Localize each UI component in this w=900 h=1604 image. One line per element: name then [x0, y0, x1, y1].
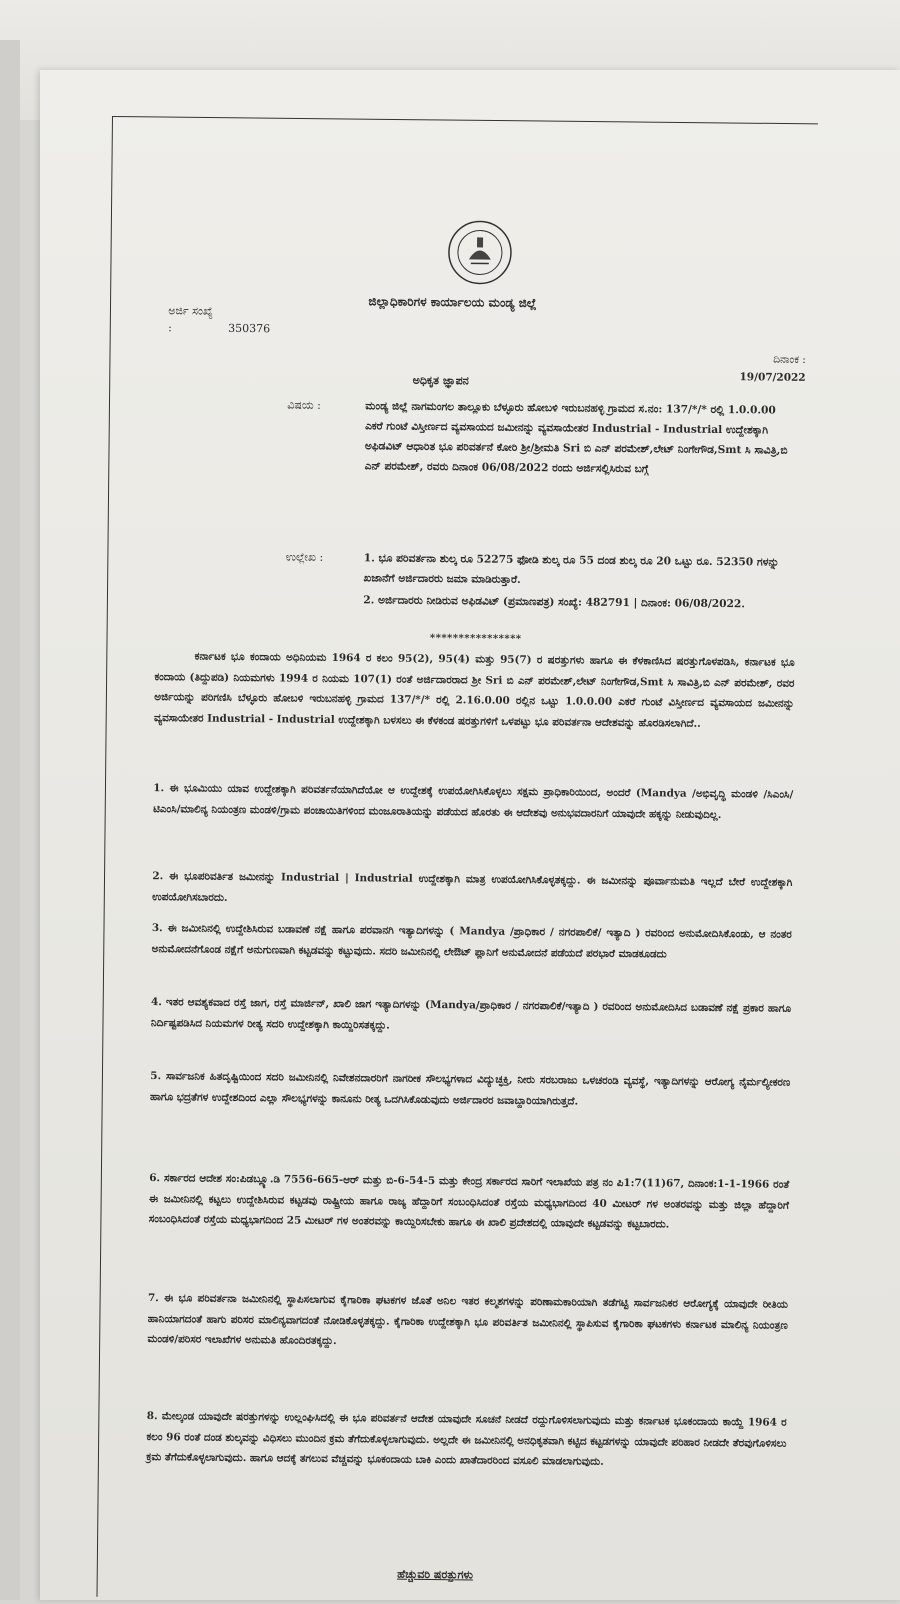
intro-paragraph: ಕರ್ನಾಟಕ ಭೂ ಕಂದಾಯ ಅಧಿನಿಯಮ 1964 ರ ಕಲಂ 95(2), 95(4) ಮತ್ತು 95(7) ರ ಷರತ್ತುಗಳು ಹಾಗೂ ಈ ಕೆಳಕಾಣಿಸಿದ ಷರತ್ತುಗೊಳಪಡಿಸಿ, ಕರ್ನಾಟಕ ಭೂ ಕಂದಾಯ (ತಿದ್ದುಪಡಿ) ನಿಯಮಗಳು 1994 ರ ನಿಯಮ 107(1) ರಂತೆ ಅರ್ಜಿದಾರರಾದ ಶ್ರೀ Sri ಬಿ ಎನ್ ಪರಮೇಶ್,ಲೇಟ್ ನಿಂಗೇಗೌಡ,Smt ಸಿ ಸಾವಿತ್ರಿ,ಬಿ ಎನ್ ಪರಮೇಶ್, ರವರ ಅರ್ಜಿಯನ್ನು ಪರಿಗಣಿಸಿ ಬೆಳ್ಳೂರು ಹೋಬಳಿ ಇರುಬನಹಳ್ಳಿ ಗ್ರಾಮದ 137/*/* ರಲ್ಲಿ 2.16.0.00 ರಲ್ಲಿನ ಒಟ್ಟು 1.0.0.00 ಎಕರೆ ಗುಂಟೆ ವಿಸ್ತೀರ್ಣದ ವ್ಯವಸಾಯದ ಜಮೀನನ್ನು ವ್ಯವಸಾಯೇತರ Industrial - Industrial ಉದ್ದೇಶಕ್ಕಾಗಿ ಬಳಸಲು ಈ ಕೆಳಕಂಡ ಷರತ್ತುಗಳಿಗೆ ಒಳಪಟ್ಟು ಭೂ ಪರಿವರ್ತನಾ ಆದೇಶವನ್ನು ಹೊರಡಿಸಲಾಗಿದೆ.. — [153, 650, 795, 730]
page-border — [96, 116, 817, 1604]
separator: **************** — [429, 632, 522, 645]
date-value: 19/07/2022 — [739, 371, 806, 384]
reference-item-1: 1. ಭೂ ಪರಿವರ್ತನಾ ಶುಲ್ಕ ರೂ 52275 ಫೋಡಿ ಶುಲ್ಕ ರೂ 55 ದಂಡ ಶುಲ್ಕ ರೂ 20 ಒಟ್ಟು ರೂ. 52350 ಗಳನ್ನು ಖಜಾನೆಗೆ ಅರ್ಜಿದಾರರು ಜಮಾ ಮಾಡಿರುತ್ತಾರೆ. — [363, 552, 780, 586]
application-number: 350376 — [228, 321, 271, 336]
condition-8: 8. ಮೇಲ್ಕಂಡ ಯಾವುದೇ ಷರತ್ತುಗಳನ್ನು ಉಲ್ಲಂಘಿಸಿದಲ್ಲಿ ಈ ಭೂ ಪರಿವರ್ತನೆ ಆದೇಶ ಯಾವುದೇ ಸೂಚನೆ ನೀಡದೆ ರದ್ದುಗೊಳಿಸಲಾಗುವುದು ಮತ್ತು ಕರ್ನಾಟಕ ಭೂಕಂದಾಯ ಕಾಯ್ದೆ 1964 ರ ಕಲಂ 96 ರಂತೆ ದಂಡ ಶುಲ್ಕವನ್ನು ವಿಧಿಸಲು ಮುಂದಿನ ಕ್ರಮ ತೆಗೆದುಕೊಳ್ಳಲಾಗುವುದು. ಅಲ್ಲದೇ ಈ ಜಮೀನಿನಲ್ಲಿ ಅನಧಿಕೃತವಾಗಿ ಕಟ್ಟಿದ ಕಟ್ಟಡಗಳನ್ನು ಯಾವುದೇ ಪರಿಹಾರ ನೀಡದೇ ತೆರವುಗೊಳಿಸಲು ಕ್ರಮ ತೆಗೆದುಕೊಳ್ಳಲಾಗುವುದು. ಹಾಗೂ ಆದಕ್ಕೆ ತಗಲುವ ವೆಚ್ಚವನ್ನು ಭೂಕಂದಾಯ ಬಾಕಿ ಎಂದು ಖಾತೆದಾರರಿಂದ ವಸೂಲಿ ಮಾಡಲಾಗುವುದು. — [146, 1410, 787, 1468]
reference-label: ಉಲ್ಲೇಖ : — [285, 550, 324, 564]
government-seal-icon — [447, 219, 514, 286]
subject-label: ವಿಷಯ : — [287, 398, 321, 412]
document-page — [40, 70, 900, 1600]
document-type: ಅಧಿಕೃತ ಜ್ಞಾಪನ — [412, 373, 469, 388]
condition-6: 6. ಸರ್ಕಾರದ ಆದೇಶ ಸಂ:ಪಿಡಬ್ಲ್ಯೂ.ಡಿ 7556-665-ಆರ್ ಮತ್ತು ಬಿ-6-54-5 ಮತ್ತು ಕೇಂದ್ರ ಸರ್ಕಾರದ ಸಾರಿಗೆ ಇಲಾಖೆಯ ಪತ್ರ ನಂ ಪಿ1:7(11)67, ದಿನಾಂಕ:1-1-1966 ರಂತೆ ಈ ಜಮೀನಿನಲ್ಲಿ ಕಟ್ಟಲು ಉದ್ದೇಶಿಸಿರುವ ಕಟ್ಟಡವು ರಾಷ್ಟ್ರೀಯ ಹಾಗೂ ರಾಜ್ಯ ಹೆದ್ದಾರಿಗೆ ಸಂಬಂಧಿಸಿದಂತೆ ರಸ್ತೆಯ ಮಧ್ಯಭಾಗದಿಂದ 40 ಮೀಟರ್ ಗಳ ಅಂತರವನ್ನು ಮತ್ತು ಜಿಲ್ಲಾ ಹೆದ್ದಾರಿಗೆ ಸಂಬಂಧಿಸಿದಂತೆ ರಸ್ತೆಯ ಮಧ್ಯಭಾಗದಿಂದ 25 ಮೀಟರ್ ಗಳ ಅಂತರವನ್ನು ಕಾಯ್ದಿರಿಸಬೇಕು ಹಾಗೂ ಈ ಖಾಲಿ ಪ್ರದೇಶದಲ್ಲಿ ಯಾವುದೇ ಕಟ್ಟಡವನ್ನು ಕಟ್ಟಬಾರದು. — [148, 1172, 790, 1231]
condition-7: 7. ಈ ಭೂ ಪರಿವರ್ತನಾ ಜಮೀನಿನಲ್ಲಿ ಸ್ಥಾಪಿಸಲಾಗುವ ಕೈಗಾರಿಕಾ ಘಟಕಗಳ ಜೊತೆ ಅನಿಲ ಇತರ ಕಲ್ಮಶಗಳನ್ನು ಪರಿಣಾಮಕಾರಿಯಾಗಿ ತಡೆಗಟ್ಟಿ ಸಾರ್ವಜನಿಕರ ಆರೋಗ್ಯಕ್ಕೆ ಯಾವುದೇ ರೀತಿಯ ಹಾನಿಯಾಗದಂತೆ ಹಾಗು ಪರಿಸರ ಮಾಲಿನ್ಯವಾಗದಂತೆ ನೋಡಿಕೊಳ್ಳತಕ್ಕದ್ದು. ಕೈಗಾರಿಕಾ ಉದ್ದೇಶಕ್ಕಾಗಿ ಭೂ ಪರಿವರ್ತಿತ ಜಮೀನಿನಲ್ಲಿ ಸ್ಥಾಪಿಸುವ ಕೈಗಾರಿಕಾ ಘಟಕಗಳು ಕರ್ನಾಟಕ ಮಾಲಿನ್ಯ ನಿಯಂತ್ರಣ ಮಂಡಳಿ/ಪರಿಸರ ಇಲಾಖೆಗಳ ಅನುಮತಿ ಹೊಂದಿರತಕ್ಕದ್ದು. — [147, 1292, 789, 1348]
date-block — [716, 350, 806, 387]
background-sheet-edge — [0, 40, 20, 1600]
additional-conditions-heading: ಹೆಚ್ಚುವರಿ ಷರತ್ತುಗಳು — [397, 1567, 474, 1582]
office-title: ಜಿಲ್ಲಾಧಿಕಾರಿಗಳ ಕಾರ್ಯಾಲಯ ಮಂಡ್ಯ ಜಿಲ್ಲೆ — [368, 294, 537, 311]
condition-2: 2. ಈ ಭೂಪರಿವರ್ತಿತ ಜಮೀನನ್ನು Industrial | Industrial ಉದ್ದೇಶಕ್ಕಾಗಿ ಮಾತ್ರ ಉಪಯೋಗಿಸಿಕೊಳ್ಳತಕ್ಕದ್ದು. ಈ ಜಮೀನನ್ನು ಪೂರ್ವಾನುಮತಿ ಇಲ್ಲದೆ ಬೇರೆ ಉದ್ದೇಶಕ್ಕಾಗಿ ಉಪಯೋಗಿಸಬಾರದು. — [152, 870, 793, 904]
date-label: ದಿನಾಂಕ : — [773, 353, 806, 366]
condition-1: 1. ಈ ಭೂಮಿಯು ಯಾವ ಉದ್ದೇಶಕ್ಕಾಗಿ ಪರಿವರ್ತನೆಯಾಗಿದೆಯೋ ಆ ಉದ್ದೇಶಕ್ಕೆ ಉಪಯೋಗಿಸಿಕೊಳ್ಳಲು ಸಕ್ಷಮ ಪ್ರಾಧಿಕಾರಿಯಿಂದ, ಅಂದರೆ (Mandya /ಅಭಿವೃದ್ಧಿ ಮಂಡಳಿ /ಸಿಎಂಸಿ/ಟಿಎಂಸಿ/ಮಾಲಿನ್ಯ ನಿಯಂತ್ರಣ ಮಂಡಳಿ/ಗ್ರಾಮ ಪಂಚಾಯಿತಿಗಳಿಂದ ಮಂಜೂರಾತಿಯನ್ನು ಪಡೆಯದ ಹೊರತು ಈ ಆದೇಶವು ಅನುಭವದಾರನಿಗೆ ಯಾವುದೇ ಹಕ್ಕನ್ನು ನೀಡುವುದಿಲ್ಲ. — [153, 782, 794, 821]
application-number-label: ಅರ್ಜಿ ಸಂಖ್ಯೆ : — [168, 304, 213, 335]
reference-item-2: 2. ಅರ್ಜಿದಾರರು ನೀಡಿರುವ ಅಫಿಡವಿಟ್ (ಪ್ರಮಾಣಪತ್ರ) ಸಂಖ್ಯೆ: 482791 | ದಿನಾಂಕ: 06/08/2022. — [363, 594, 746, 611]
condition-5: 5. ಸಾರ್ವಜನಿಕ ಹಿತದೃಷ್ಟಿಯಿಂದ ಸದರಿ ಜಮೀನಿನಲ್ಲಿ ನಿವೇಶನದಾರರಿಗೆ ನಾಗರೀಕ ಸೌಲಭ್ಯಗಳಾದ ವಿದ್ಯುಚ್ಛಕ್ತಿ, ನೀರು ಸರಬರಾಜು ಒಳಚರಂಡಿ ವ್ಯವಸ್ಥೆ, ಇತ್ಯಾದಿಗಳನ್ನು ಆರೋಗ್ಯ ನೈರ್ಮಲ್ಯೀಕರಣ ಹಾಗೂ ಭದ್ರತೆಗಳ ಉದ್ದೇಶದಿಂದ ಎಲ್ಲಾ ಸೌಲಭ್ಯಗಳನ್ನು ಕಾನೂನು ರೀತ್ಯ ಒದಗಿಸಿಕೊಡುವುದು ಅರ್ಜಿದಾರರ ಜವಾಬ್ದಾರಿಯಾಗಿರುತ್ತದೆ. — [150, 1070, 791, 1108]
subject-text: ಮಂಡ್ಯ ಜಿಲ್ಲೆ ನಾಗಮಂಗಲ ತಾಲ್ಲೂಕು ಬೆಳ್ಳೂರು ಹೋಬಳಿ ಇರುಬನಹಳ್ಳಿ ಗ್ರಾಮದ ಸ.ನಂ: 137/*/* ರಲ್ಲಿ 1.0.0.00 ಎಕರೆ ಗುಂಟೆ ವಿಸ್ತೀರ್ಣದ ವ್ಯವಸಾಯದ ಜಮೀನನ್ನು ವ್ಯವಸಾಯೇತರ Industrial - Industrial ಉದ್ದೇಶಕ್ಕಾಗಿ ಅಫಿಡವಿಟ್ ಆಧಾರಿತ ಭೂ ಪರಿವರ್ತನೆ ಕೋರಿ ಶ್ರೀ/ಶ್ರೀಮತಿ Sri ಬಿ ಎನ್ ಪರಮೇಶ್,ಲೇಟ್ ನಿಂಗೇಗೌಡ,Smt ಸಿ ಸಾವಿತ್ರಿ,ಬಿ ಎನ್ ಪರಮೇಶ್, ರವರು ದಿನಾಂಕ 06/08/2022 ರಂದು ಅರ್ಜಿಸಲ್ಲಿಸಿರುವ ಬಗ್ಗೆ — [364, 400, 788, 476]
condition-3: 3. ಈ ಜಮೀನಿನಲ್ಲಿ ಉದ್ದೇಶಿಸಿರುವ ಬಡಾವಣೆ ನಕ್ಷೆ ಹಾಗೂ ಪರವಾನಗಿ ಇತ್ಯಾದಿಗಳನ್ನು ( Mandya /ಪ್ರಾಧಿಕಾರ / ನಗರಪಾಲಿಕೆ/ ಇತ್ಯಾದಿ ) ರವರಿಂದ ಅನುಮೋದಿಸಿಕೊಂಡು, ಆ ನಂತರ ಅನುಮೋದನೆಗೊಂಡ ನಕ್ಷೆಗೆ ಅನುಗುಣವಾಗಿ ಕಟ್ಟಡವನ್ನು ಕಟ್ಟುವುದು. ಸದರಿ ಜಮೀನಿನಲ್ಲಿ ಲೇಔಟ್ ಪ್ಲಾನಿಗೆ ಅನುಮೋದನೆ ಪಡೆಯದೆ ಪರಭಾರೆ ಮಾಡಕೂಡದು — [151, 922, 792, 960]
condition-4: 4. ಇತರ ಆವಶ್ಯಕವಾದ ರಸ್ತೆ ಜಾಗ, ರಸ್ತೆ ಮಾರ್ಜಿನ್, ಖಾಲಿ ಜಾಗ ಇತ್ಯಾದಿಗಳನ್ನು (Mandya/ಪ್ರಾಧಿಕಾರ / ನಗರಪಾಲಿಕೆ/ಇತ್ಯಾದಿ ) ರವರಿಂದ ಅನುಮೋದಿಸಿದ ಬಡಾವಣೆ ನಕ್ಷೆ ಪ್ರಕಾರ ಹಾಗೂ ನಿರ್ದಿಷ್ಟಪಡಿಸಿದ ನಿಯಮಗಳ ರೀತ್ಯ ಸದರಿ ಉದ್ದೇಶಕ್ಕಾಗಿ ಕಾಯ್ದಿರಿಸತಕ್ಕದ್ದು. — [150, 996, 792, 1032]
